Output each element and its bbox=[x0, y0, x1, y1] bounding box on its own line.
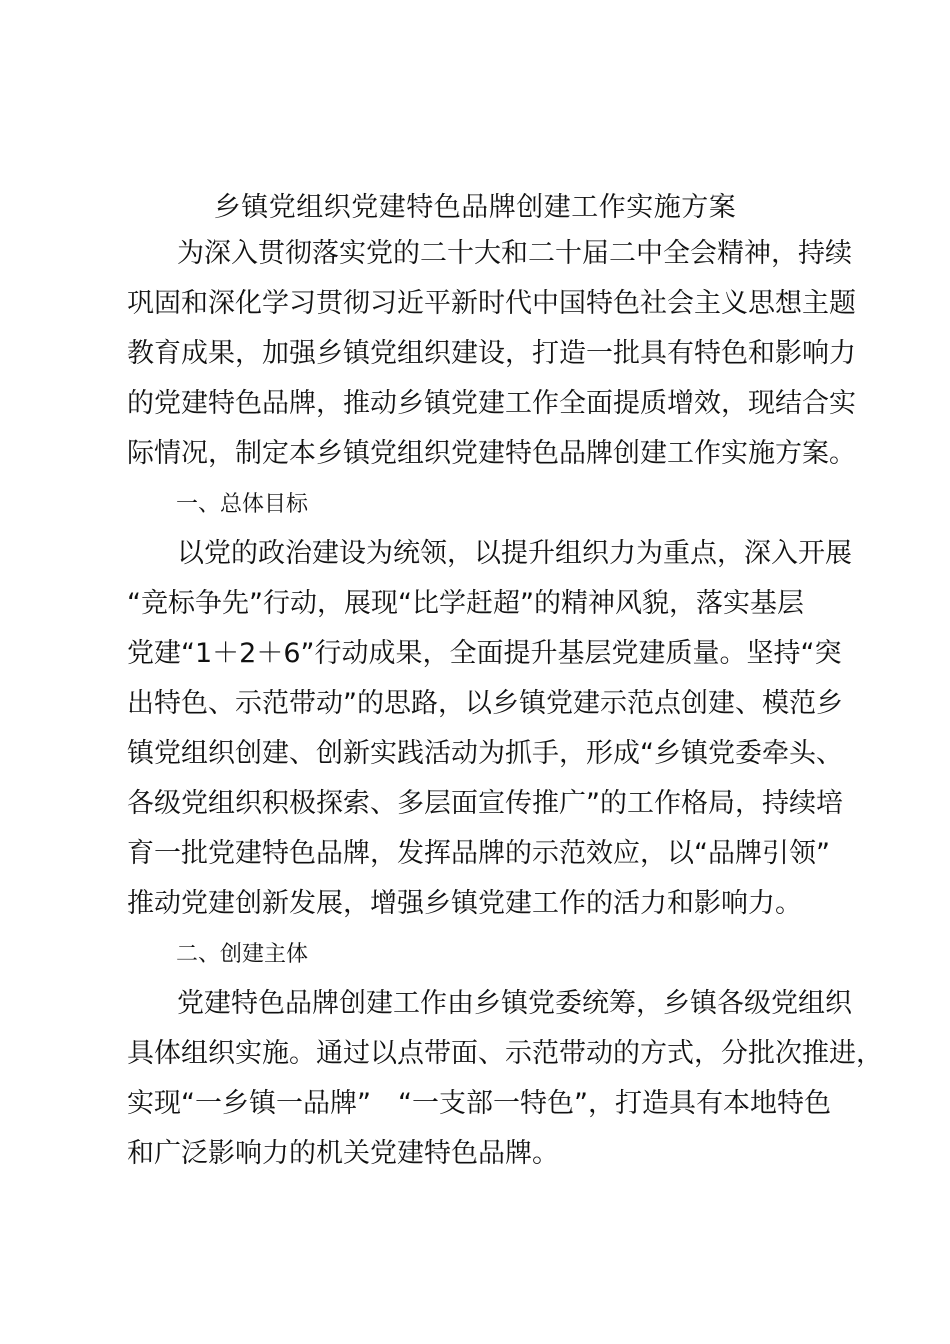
intro-line: 教育成果，加强乡镇党组织建设，打造一批具有特色和影响力 bbox=[127, 338, 856, 369]
section-heading: 一、总体目标 bbox=[176, 492, 309, 517]
section-line: 和广泛影响力的机关党建特色品牌。 bbox=[127, 1138, 559, 1169]
intro-line: 际情况，制定本乡镇党组织党建特色品牌创建工作实施方案。 bbox=[127, 438, 856, 469]
section-line: 党建“1＋2＋6”行动成果，全面提升基层党建质量。坚持“突 bbox=[127, 638, 842, 669]
intro-line: 的党建特色品牌，推动乡镇党建工作全面提质增效，现结合实 bbox=[127, 388, 856, 419]
intro-line: 为深入贯彻落实党的二十大和二十届二中全会精神，持续 bbox=[177, 238, 852, 269]
section-line: 具体组织实施。通过以点带面、示范带动的方式，分批次推进， bbox=[127, 1038, 883, 1069]
intro-line: 巩固和深化学习贯彻习近平新时代中国特色社会主义思想主题 bbox=[127, 288, 856, 319]
section-line: 育一批党建特色品牌，发挥品牌的示范效应，以“品牌引领” bbox=[127, 838, 830, 869]
section-line: 各级党组织积极探索、多层面宣传推广”的工作格局，持续培 bbox=[127, 788, 843, 819]
section-heading: 二、创建主体 bbox=[176, 942, 309, 967]
section-line: 党建特色品牌创建工作由乡镇党委统筹，乡镇各级党组织 bbox=[177, 988, 852, 1019]
section-line: 出特色、示范带动”的思路，以乡镇党建示范点创建、模范乡 bbox=[127, 688, 843, 719]
section-line: 推动党建创新发展，增强乡镇党建工作的活力和影响力。 bbox=[127, 888, 802, 919]
section-line: 以党的政治建设为统领，以提升组织力为重点，深入开展 bbox=[177, 538, 852, 569]
section-line: 实现“一乡镇一品牌” “一支部一特色”，打造具有本地特色 bbox=[127, 1088, 831, 1119]
section-line: “竞标争先”行动，展现“比学赶超”的精神风貌，落实基层 bbox=[127, 588, 804, 619]
document-title: 乡镇党组织党建特色品牌创建工作实施方案 bbox=[213, 192, 737, 223]
section-line: 镇党组织创建、创新实践活动为抓手，形成“乡镇党委牵头、 bbox=[127, 738, 843, 769]
